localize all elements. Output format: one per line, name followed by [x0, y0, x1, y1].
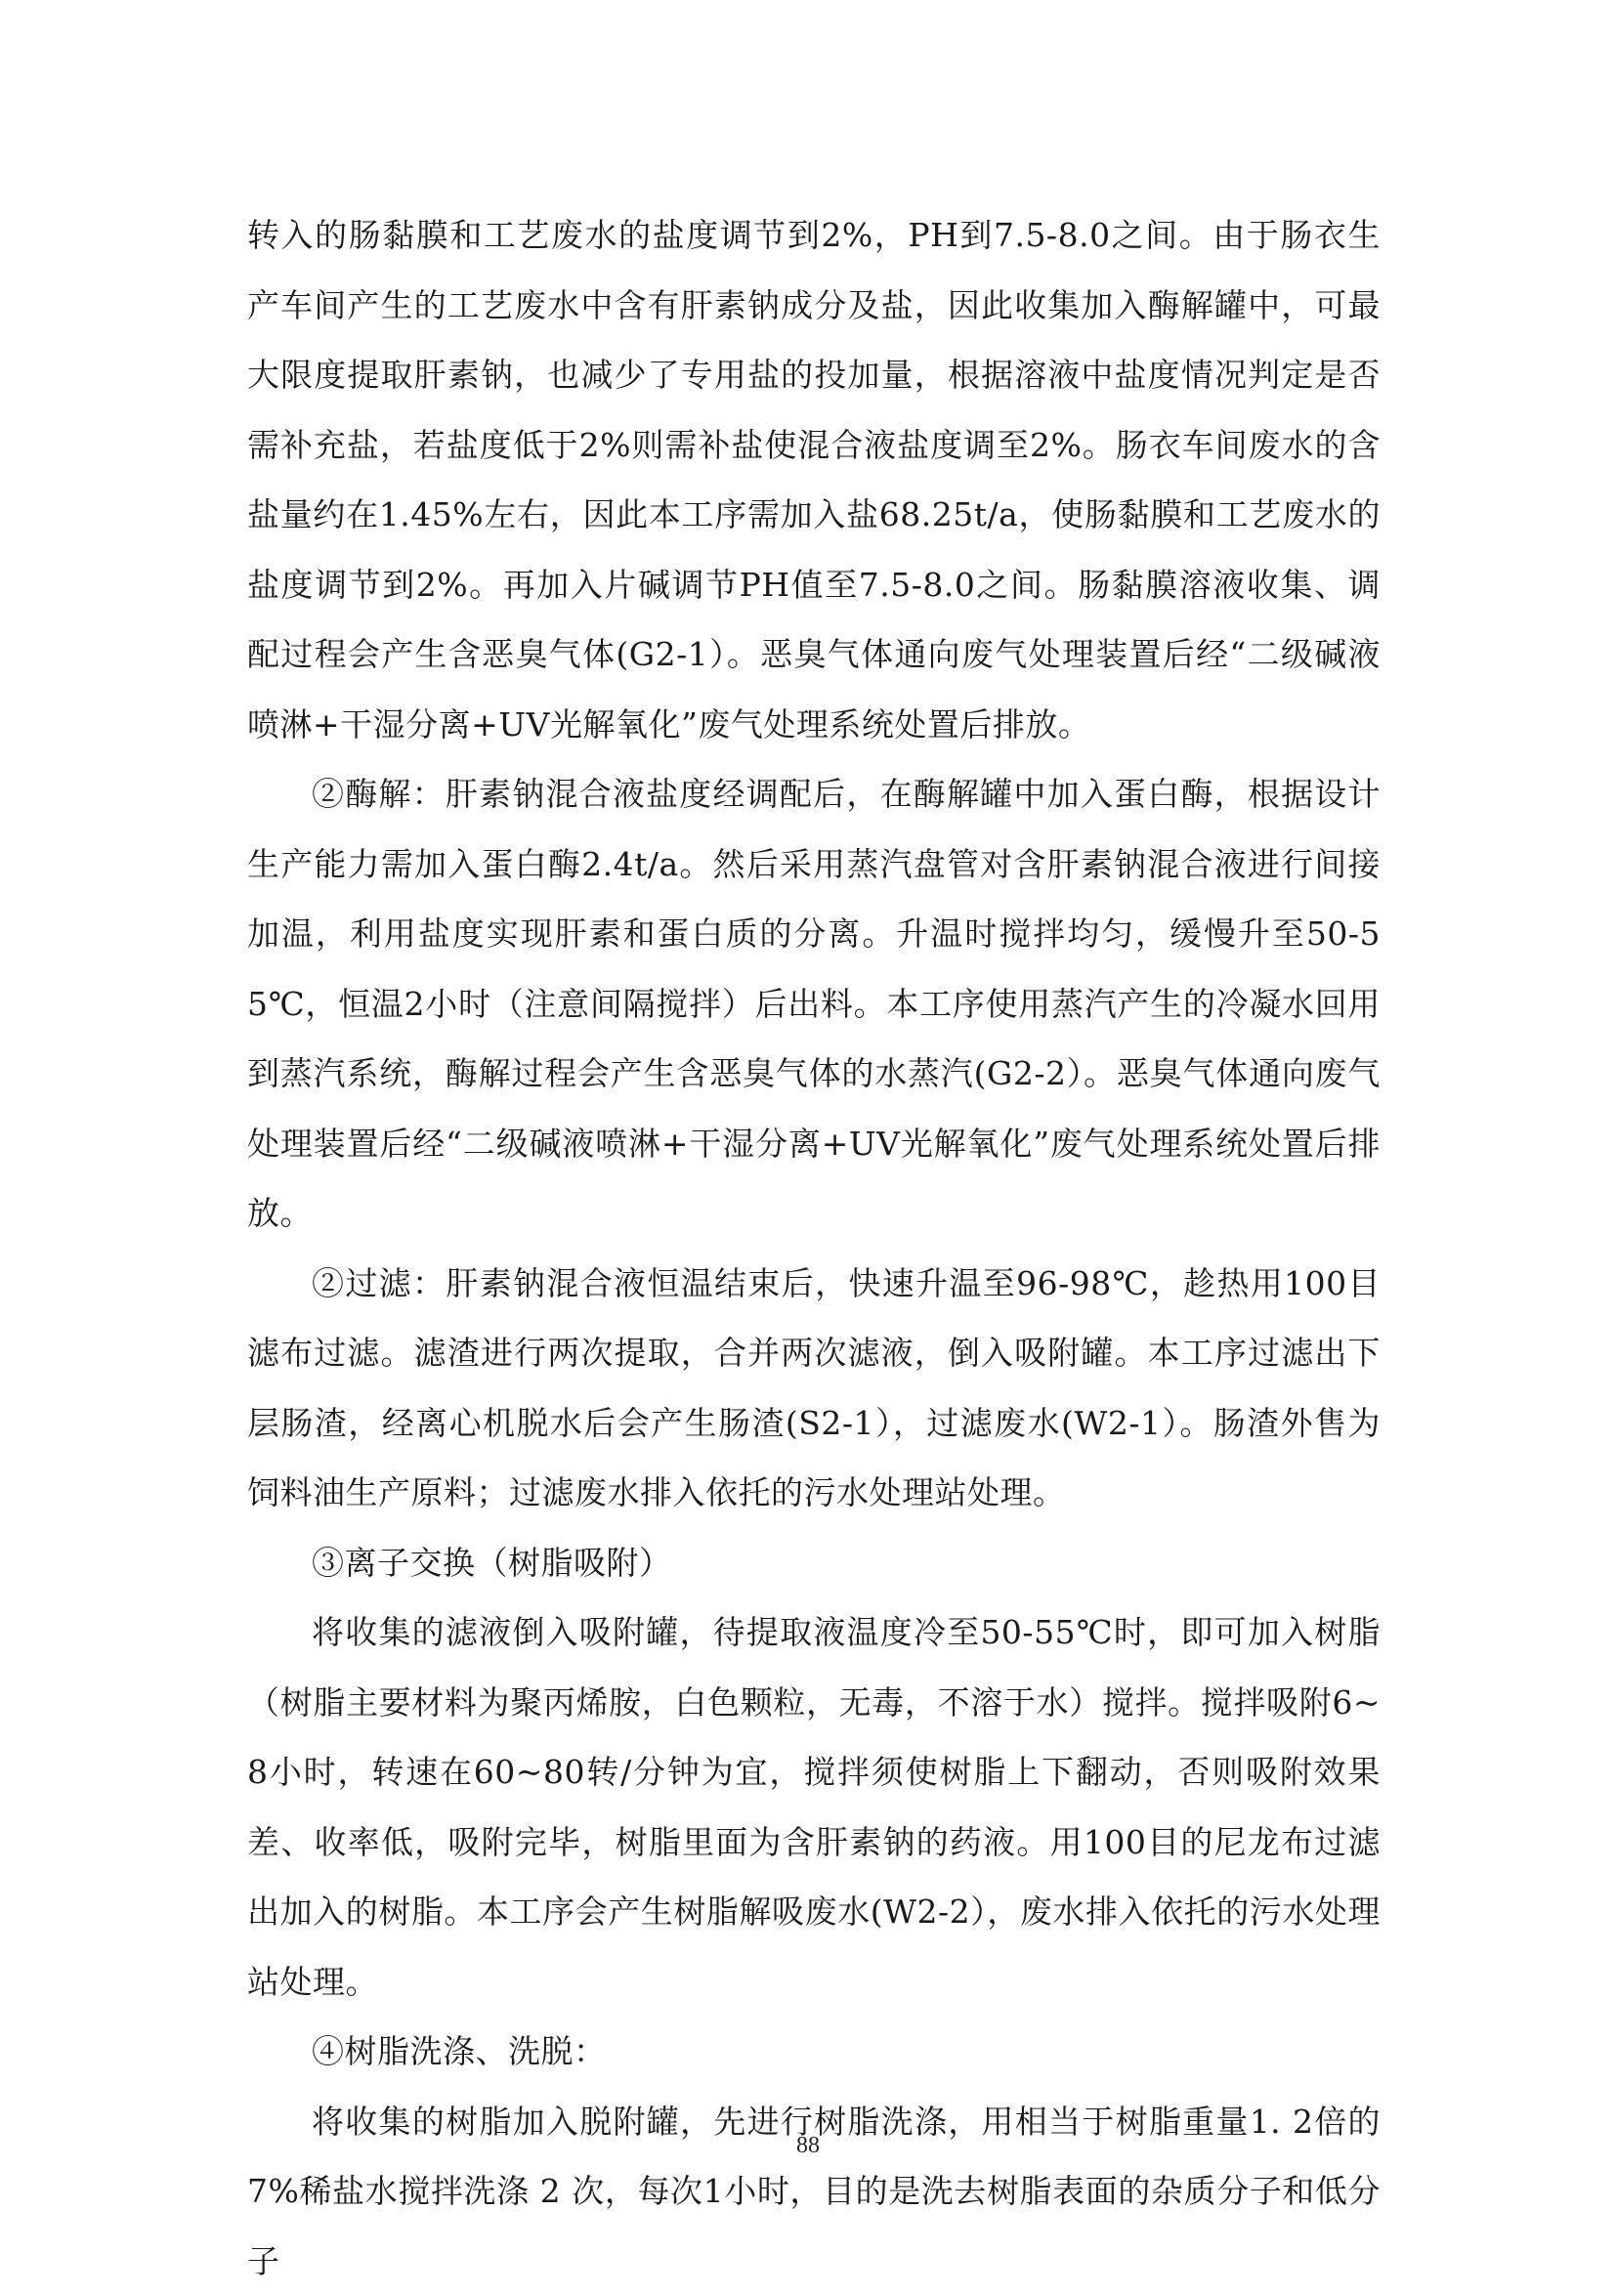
paragraph-enzymolysis: ②酶解：肝素钠混合液盐度经调配后，在酶解罐中加入蛋白酶，根据设计生产能力需加入蛋白酶2.4t/a。然后采用蒸汽盘管对含肝素钠混合液进行间接加温，利用盐度实现肝素和蛋白质的分离。升温时搅拌均匀，缓慢升至50-55℃，恒温2小时（注意间隔搅拌）后出料。本工序使用蒸汽产生的冷凝水回用到蒸汽系统，酶解过程会产生含恶臭气体的水蒸汽(G2-2）。恶臭气体通向废气处理装置后经“二级碱液喷淋+干湿分离+UV光解氧化”废气处理系统处置后排放。 [247, 759, 1381, 1249]
document-body [247, 200, 1381, 2296]
page-number: 88 [0, 2133, 1616, 2159]
heading-resin-washing: ④树脂洗涤、洗脱： [247, 2017, 1381, 2087]
paragraph-salinity-adjustment: 转入的肠黏膜和工艺废水的盐度调节到2%，PH到7.5-8.0之间。由于肠衣生产车间产生的工艺废水中含有肝素钠成分及盐，因此收集加入酶解罐中，可最大限度提取肝素钠，也减少了专用盐的投加量，根据溶液中盐度情况判定是否需补充盐，若盐度低于2%则需补盐使混合液盐度调至2%。肠衣车间废水的含盐量约在1.45%左右，因此本工序需加入盐68.25t/a，使肠黏膜和工艺废水的盐度调节到2%。再加入片碱调节PH值至7.5-8.0之间。肠黏膜溶液收集、调配过程会产生含恶臭气体(G2-1）。恶臭气体通向废气处理装置后经“二级碱液喷淋+干湿分离+UV光解氧化”废气处理系统处置后排放。 [247, 200, 1381, 759]
heading-ion-exchange: ③离子交换（树脂吸附） [247, 1528, 1381, 1598]
paragraph-resin-washing: 将收集的树脂加入脱附罐，先进行树脂洗涤，用相当于树脂重量1. 2倍的7%稀盐水搅拌洗涤 2 次，每次1小时，目的是洗去树脂表面的杂质分子和低分子 [247, 2087, 1381, 2296]
paragraph-resin-adsorption: 将收集的滤液倒入吸附罐，待提取液温度冷至50-55℃时，即可加入树脂（树脂主要材料为聚丙烯胺，白色颗粒，无毒，不溶于水）搅拌。搅拌吸附6~8小时，转速在60~80转/分钟为宜，搅拌须使树脂上下翻动，否则吸附效果差、收率低，吸附完毕，树脂里面为含肝素钠的药液。用100目的尼龙布过滤出加入的树脂。本工序会产生树脂解吸废水(W2-2），废水排入依托的污水处理站处理。 [247, 1597, 1381, 2017]
paragraph-filtration: ②过滤：肝素钠混合液恒温结束后，快速升温至96-98℃，趁热用100目滤布过滤。滤渣进行两次提取，合并两次滤液，倒入吸附罐。本工序过滤出下层肠渣，经离心机脱水后会产生肠渣(S2-1），过滤废水(W2-1）。肠渣外售为饲料油生产原料；过滤废水排入依托的污水处理站处理。 [247, 1249, 1381, 1528]
